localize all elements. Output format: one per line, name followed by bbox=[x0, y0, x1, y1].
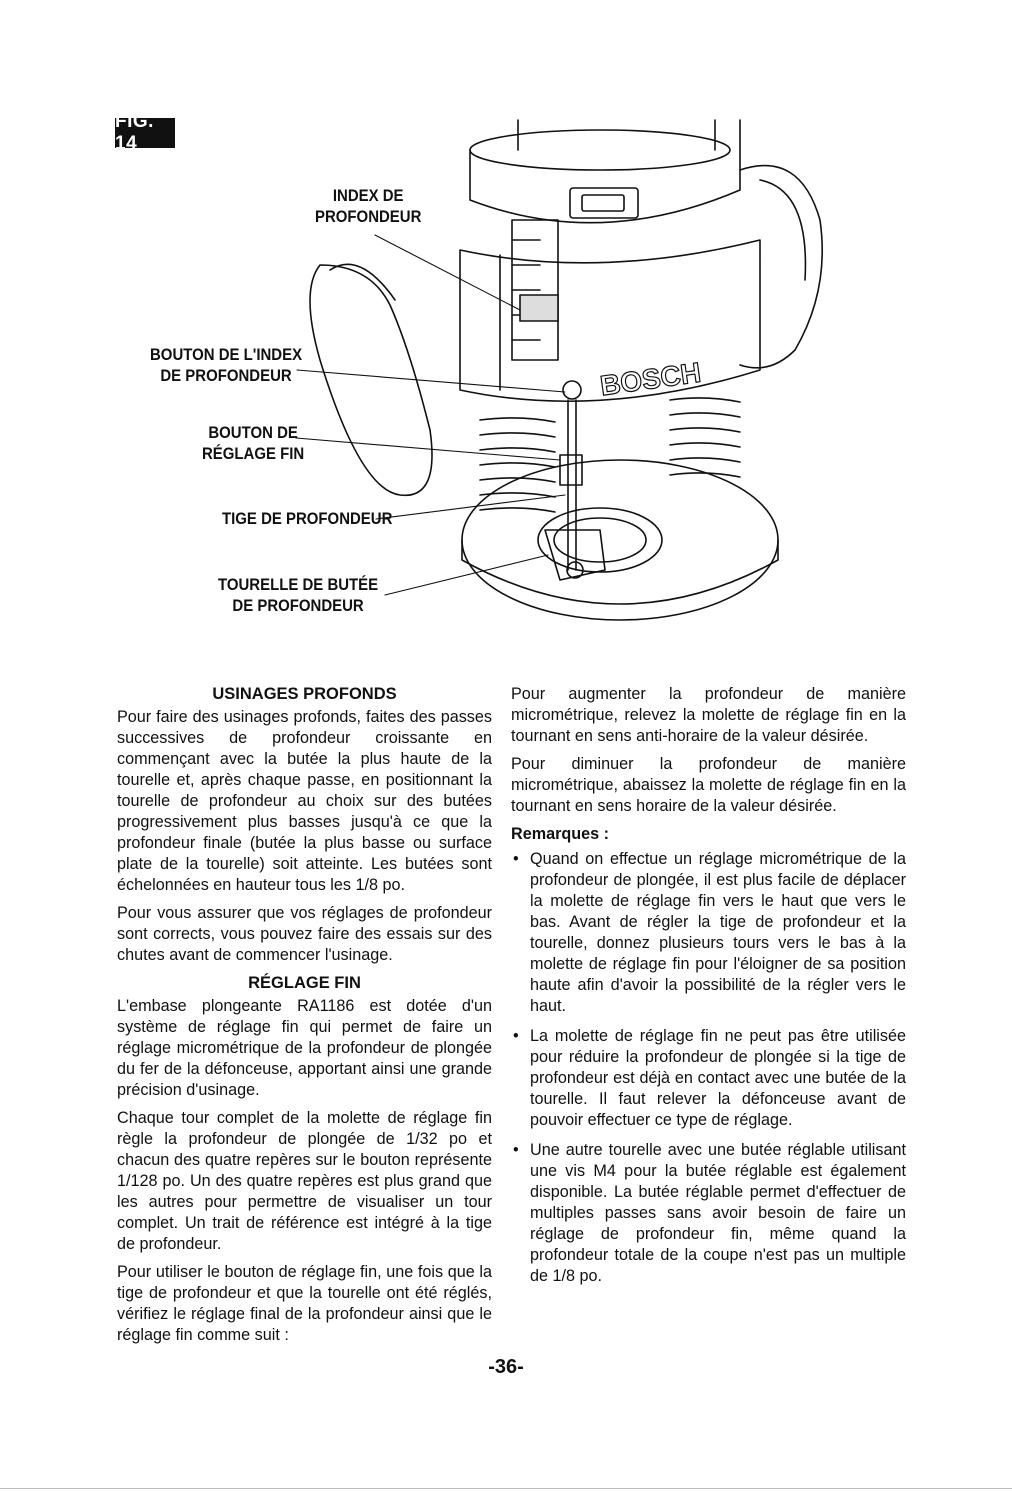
paragraph: Pour vous assurer que vos réglages de profondeur sont corrects, vous pouvez faire des essais sur des chutes avant de commencer l'usinage. bbox=[117, 904, 492, 964]
list-item: • Quand on effectue un réglage micrométrique de la profondeur de plongée, il est plus facile de déplacer la molette de réglage fin vers le haut que vers le bas. Avant de régler la tige de profondeur et la tourelle, donnez plusieurs tours vers le bas à la molette de réglage fin pour l'éloigner de sa position haute afin d'avoir la possibilité de la régler vers le haut. bbox=[511, 849, 906, 1017]
callout-depth-rod: TIGE DE PROFONDEUR bbox=[222, 509, 393, 528]
remarks-list bbox=[511, 849, 906, 1287]
section-heading-fine-adjust: RÉGLAGE FIN bbox=[248, 974, 361, 992]
power-switch bbox=[570, 188, 638, 218]
right-column bbox=[511, 684, 906, 1296]
fine-adjust-knob bbox=[560, 455, 582, 485]
paragraph: L'embase plongeante RA1186 est dotée d'un système de réglage fin qui permet de faire un réglage micrométrique de la profondeur de plongée du fer de la défonceuse, apportant ainsi une grande précision d'usinage. bbox=[117, 997, 492, 1099]
base-plate bbox=[462, 460, 778, 620]
paragraph: Pour diminuer la profondeur de manière micrométrique, abaissez la molette de réglage fin en la tournant en sens horaire de la valeur désirée. bbox=[511, 755, 906, 815]
page-bottom-rule bbox=[0, 1488, 1012, 1489]
page-number: -36- bbox=[488, 1356, 524, 1378]
callout-depth-index-knob: BOUTON DE L'INDEX DE PROFONDEUR bbox=[150, 345, 303, 385]
list-item: • La molette de réglage fin ne peut pas être utilisée pour réduire la profondeur de plongée si la tige de profondeur est déjà en contact avec une butée de la tourelle. Il faut relever la défonceuse avant de pouvoir effectuer ce type de réglage. bbox=[511, 1026, 906, 1131]
figure-badge: FIG. 14 bbox=[115, 118, 175, 148]
callout-leaders bbox=[296, 235, 565, 595]
base-plate-edge bbox=[462, 540, 778, 604]
index-knob bbox=[563, 381, 581, 399]
remarks-title: Remarques : bbox=[511, 825, 610, 843]
right-handle bbox=[740, 166, 822, 368]
callout-depth-index: INDEX DE PROFONDEUR bbox=[315, 186, 422, 226]
router-illustration bbox=[0, 100, 1012, 660]
paragraph: Pour utiliser le bouton de réglage fin, une fois que la tige de profondeur et que la tourelle ont été réglés, vérifiez le réglage final de la profondeur ainsi que le réglage fin comme suit : bbox=[117, 1263, 492, 1344]
callout-fine-adjust-knob: BOUTON DE RÉGLAGE FIN bbox=[202, 423, 305, 463]
paragraph: Pour faire des usinages profonds, faites des passes successives de profondeur croissante en commençant avec la butée la plus haute de la tourelle et, après chaque passe, en positionnant la tourelle de profondeur au choix sur des butées progressivement plus basses jusqu'à ce que la profondeur finale (butée la plus basse ou surface plate de la tourelle) soit atteinte. Les butées sont échelonnées en hauteur tous les 1/8 po. bbox=[117, 708, 492, 894]
paragraph: Chaque tour complet de la molette de réglage fin règle la profondeur de plongée de 1/32 po et chacun des quatre repères sur le bouton représente 1/128 po. Un des quatre repères est plus grand que les autres pour permettre de visualiser un tour complet. Un trait de référence est intégré à la tige de profondeur. bbox=[117, 1109, 492, 1253]
section-heading-deep-cuts: USINAGES PROFONDS bbox=[212, 685, 397, 703]
list-item: • Une autre tourelle avec une butée réglable utilisant une vis M4 pour la butée réglable est également disponible. La butée réglable permet d'effectuer de multiples passes sans avoir besoin de faire un réglage de profondeur fin, même quand la profondeur totale de la coupe n'est pas un multiple de 1/8 po. bbox=[511, 1140, 906, 1287]
left-column bbox=[117, 684, 492, 1353]
right-spring bbox=[670, 398, 740, 477]
left-handle bbox=[310, 265, 432, 495]
brand-logo: BOSCH bbox=[598, 356, 703, 402]
paragraph: Pour augmenter la profondeur de manière micrométrique, relevez la molette de réglage fin en la tournant en sens anti-horaire de la valeur désirée. bbox=[511, 685, 906, 745]
callout-depth-turret: TOURELLE DE BUTÉE DE PROFONDEUR bbox=[218, 575, 379, 615]
